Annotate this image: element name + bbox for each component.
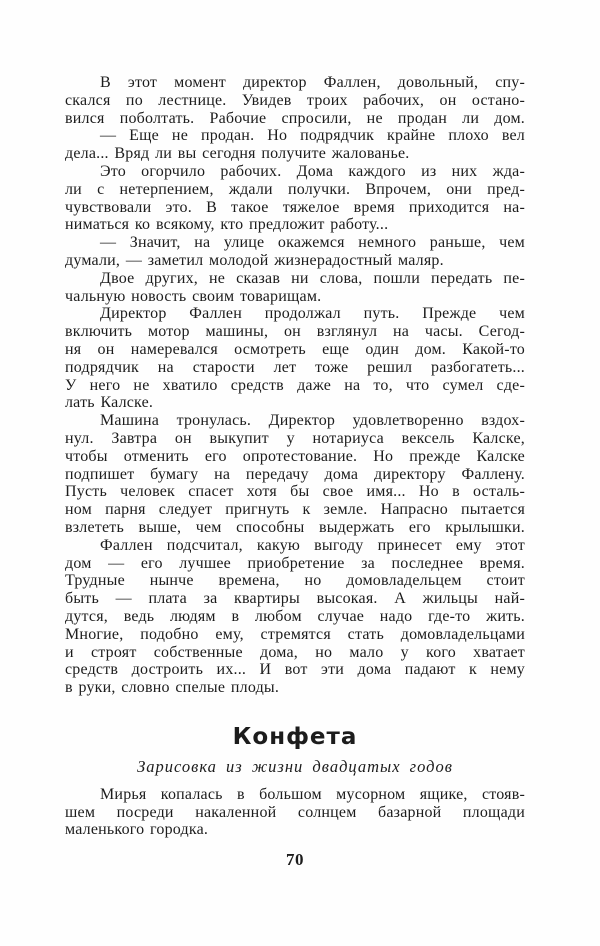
story-opening-text xyxy=(65,786,525,839)
text-line: Фаллен подсчитал, какую выгоду принесет ему этот xyxy=(100,536,525,554)
text-line: — Еще не продан. Но подрядчик крайне плохо вел xyxy=(100,127,525,145)
text-line: Директор Фаллен продолжал путь. Прежде чем xyxy=(100,305,525,323)
text-line: Машина тронулась. Директор удовлетворенно вздох- xyxy=(100,412,525,430)
text-line: Мирья копалась в большом мусорном ящике, стояв- xyxy=(100,785,525,803)
text-line: Многие, подобно ему, стремятся стать домовладельцами xyxy=(65,625,525,643)
text-line: Двое других, не сказав ни слова, пошли передать пе- xyxy=(100,269,525,287)
text-line: подпишет бумагу на передачу дома директору Фаллену. xyxy=(65,465,525,483)
text-line: включить мотор машины, он взглянул на часы. Сегод- xyxy=(65,323,525,341)
text-line: дутся, ведь людям в любом случае надо где-то жить. xyxy=(65,607,525,625)
text-line: быть — плата за квартиры высокая. А жильцы най- xyxy=(65,590,525,608)
text-line: лать Калске. xyxy=(65,394,154,412)
story-subtitle: Зарисовка из жизни двадцатых годов xyxy=(137,756,453,776)
text-line: скался по лестнице. Увидев троих рабочих, он остано- xyxy=(65,91,525,109)
text-line: дела... Вряд ли вы сегодня получите жалованье. xyxy=(65,145,410,163)
text-line: в руки, словно спелые плоды. xyxy=(65,679,280,697)
story-ending-text xyxy=(65,74,525,697)
text-line: думали, — заметил молодой жизнерадостный маляр. xyxy=(65,251,444,269)
text-line: — Значит, на улице окажемся немного раньше, чем xyxy=(100,234,525,252)
text-line: Пусть человек спасет хотя бы свое имя... Но в осталь- xyxy=(65,483,525,501)
text-line: шем посреди накаленной солнцем базарной площади xyxy=(65,803,525,821)
text-line: В этот момент директор Фаллен, довольный, спу- xyxy=(100,74,525,91)
text-line: чувствовали это. В такое тяжелое время приходится на- xyxy=(65,198,525,216)
text-line: дом — его лучшее приобретение за последнее время. xyxy=(65,554,525,572)
text-line: ниматься ко всякому, кто предложит работу... xyxy=(65,216,389,234)
text-line: и строят собственные дома, но мало у кого хватает xyxy=(65,643,525,661)
text-line: ли с нетерпением, ждали получки. Впрочем, они пред- xyxy=(65,180,525,198)
text-line: ном парня следует пригнуть к земле. Напрасно пытается xyxy=(65,501,525,519)
text-line: вился поболтать. Рабочие спросили, не продан ли дом. xyxy=(65,109,525,127)
text-line: средств достроить их... И вот эти дома падают к нему xyxy=(65,661,525,679)
text-column xyxy=(65,74,525,870)
text-line: У него не хватило средств даже на то, что сумел сде- xyxy=(65,376,525,394)
text-line: чтобы отменить его опротестование. Но прежде Калске xyxy=(65,447,525,465)
text-line: нул. Завтра он выкупит у нотариуса вексель Калске, xyxy=(65,429,525,447)
page-number: 70 xyxy=(286,850,304,870)
text-line: Трудные нынче времена, но домовладельцем стоит xyxy=(65,572,525,590)
story-title: Конфета xyxy=(232,723,358,750)
text-line: чальную новость своим товарищам. xyxy=(65,287,322,305)
text-line: Это огорчило рабочих. Дома каждого из них жда- xyxy=(100,162,525,180)
text-line: ня он намеревался осмотреть еще один дом. Какой-то xyxy=(65,340,525,358)
text-line: взлететь выше, чем способны выдержать его крылышки. xyxy=(65,518,525,536)
text-line: маленького городка. xyxy=(65,821,209,839)
text-line: подрядчик на старости лет тоже решил разбогатеть... xyxy=(65,358,525,376)
